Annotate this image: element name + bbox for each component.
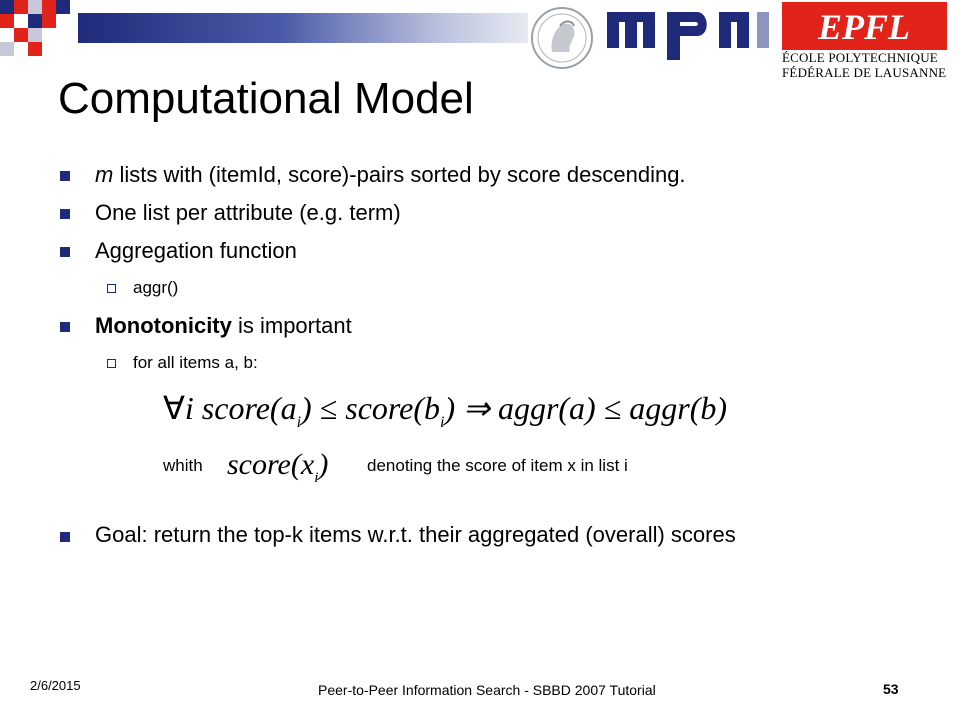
bullet-aggregation-function: Aggregation function <box>95 238 297 263</box>
sub-bullet-marker <box>107 284 116 293</box>
epfl-logo <box>782 2 947 50</box>
bullet-monotonicity: Monotonicity is important <box>95 313 352 338</box>
checkered-decoration <box>0 0 80 56</box>
bullet-marker <box>60 247 70 257</box>
svg-text:∀i score(ai) ≤ score(bi) ⇒ agg: ∀i $score(a_i)$ ≤ $score(b_i)$ ⇒ aggr(a) ≤ aggr(b) <box>163 390 728 431</box>
bullet-goal: Goal: return the top-k items w.r.t. their aggregated (overall) scores <box>95 522 736 547</box>
header-gradient-bar <box>78 13 528 43</box>
slide-title: Computational Model <box>58 74 474 123</box>
page-number: 53 <box>883 681 899 697</box>
sub-bullet-marker <box>107 359 116 368</box>
bullet-one-list-per-attribute: One list per attribute (e.g. term) <box>95 200 401 225</box>
svg-text:score(xi): $score(x_i)$ <box>227 448 329 486</box>
epfl-name-line1: ÉCOLE POLYTECHNIQUE <box>782 50 938 65</box>
sub-bullet-aggr: aggr() <box>133 278 179 297</box>
svg-text:EPFL: EPFL <box>817 7 911 47</box>
bullet-marker <box>60 532 70 542</box>
score-xi-formula <box>225 448 360 488</box>
epfl-name-line2: FÉDÉRALE DE LAUSANNE <box>782 65 947 80</box>
monotonicity-formula <box>163 388 763 432</box>
whith-label: whith <box>163 456 203 475</box>
bullet-marker <box>60 171 70 181</box>
minerva-seal-logo <box>530 6 594 70</box>
footer-title: Peer-to-Peer Information Search - SBBD 2007 Tutorial <box>318 682 656 698</box>
epfl-name <box>782 50 952 80</box>
mpi-logo <box>605 4 780 62</box>
denoting-description: denoting the score of item x in list i <box>367 456 628 475</box>
bullet-lists: m lists with (itemId, score)-pairs sorted by score descending. <box>95 162 686 187</box>
bullet-marker <box>60 322 70 332</box>
sub-bullet-for-all-items: for all items a, b: <box>133 353 258 372</box>
footer-date: 2/6/2015 <box>30 678 81 693</box>
bullet-marker <box>60 209 70 219</box>
